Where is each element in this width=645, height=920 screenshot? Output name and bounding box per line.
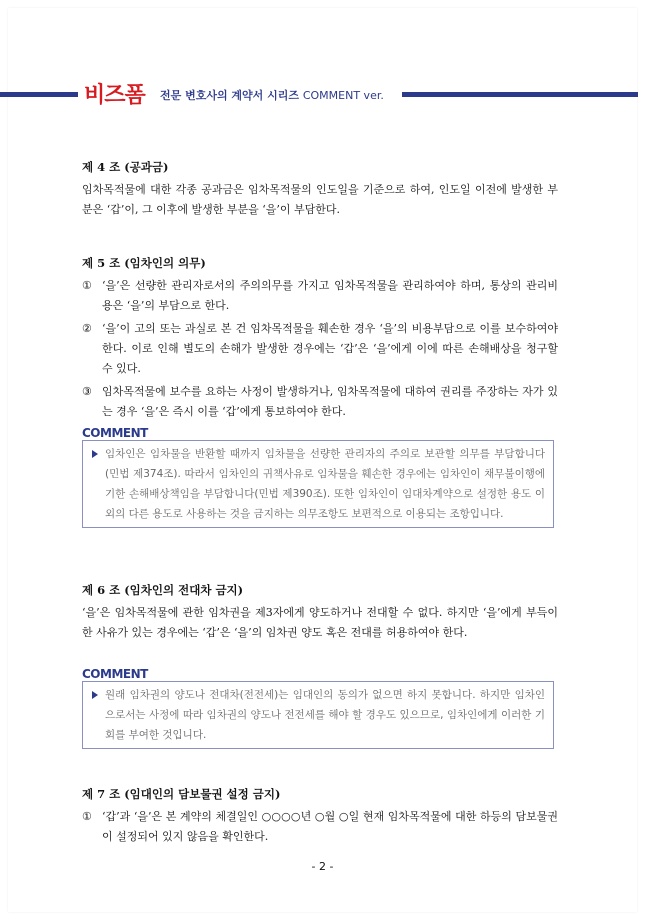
article-title: 제 7 조 (임대인의 담보물권 설정 금지) [82, 787, 281, 801]
article-item [82, 382, 558, 422]
article-item [82, 276, 558, 316]
item-text: ‘을’은 선량한 관리자로서의 주의의무를 가지고 임차목적물을 관리하여야 하며, 통상의 관리비용은 ‘을’의 부담으로 한다. [102, 279, 558, 312]
comment-box [82, 440, 554, 528]
article-body: ‘을’은 임차목적물에 관한 임차권을 제3자에게 양도하거나 전대할 수 없다. 하지만 ‘을’에게 부득이한 사유가 있는 경우에는 ‘갑’은 ‘을’의 임차권 양도 혹은 전대를 허용하여야 한다. [82, 606, 558, 639]
triangle-bullet-icon [92, 450, 98, 458]
document-header [0, 78, 645, 108]
comment-text: 임차인은 임차물을 반환할 때까지 임차물을 선량한 관리자의 주의로 보관할 의무를 부담합니다(민법 제374조). 따라서 임차인의 귀책사유로 임차물을 훼손한 경우에는 임차인이 채무불이행에 기한 손해배상책임을 부담합니다(민법 제390조). 또한 임차인이 임대차계약으로 설정한 용도 이외의 다른 용도로 사용하는 것을 금지하는 의무조항도 보편적으로 이용되는 조항입니다. [105, 448, 545, 520]
item-number: ③ [82, 385, 92, 398]
comment-block [82, 667, 554, 749]
article-6 [82, 580, 558, 643]
comment-text: 원래 임차권의 양도나 전대차(전전세)는 임대인의 동의가 없으면 하지 못합니다. 하지만 임차인으로서는 사정에 따라 임차권의 양도나 전전세를 해야 할 경우도 있으므로, 임차인에게 이러한 기회를 부여한 것입니다. [105, 689, 545, 741]
article-title: 제 6 조 (임차인의 전대차 금지) [82, 583, 244, 597]
item-number: ① [82, 279, 92, 292]
article-title: 제 4 조 (공과금) [82, 160, 169, 174]
item-text: ‘갑’과 ‘을’은 본 계약의 체결일인 ○○○○년 ○월 ○일 현재 임차목적물에 대한 하등의 담보물권이 설정되어 있지 않음을 확인한다. [102, 810, 558, 843]
page-number: - 2 - [311, 860, 334, 873]
article-item [82, 319, 558, 379]
item-text: 임차목적물에 보수를 요하는 사정이 발생하거나, 임차목적물에 대하여 권리를 주장하는 자가 있는 경우 ‘을’은 즉시 이를 ‘갑’에게 통보하여야 한다. [102, 385, 558, 418]
item-number: ② [82, 322, 92, 335]
item-text: ‘을’이 고의 또는 과실로 본 건 임차목적물을 훼손한 경우 ‘을’의 비용부담으로 이를 보수하여야 한다. 이로 인해 별도의 손해가 발생한 경우에는 ‘갑’은 ‘을’에게 이에 따른 손해배상을 청구할 수 있다. [102, 322, 558, 375]
series-version: COMMENT ver. [302, 89, 384, 102]
series-name: 전문 변호사의 계약서 시리즈 [160, 89, 299, 102]
article-item [82, 807, 558, 847]
triangle-bullet-icon [92, 691, 98, 699]
brand-logo: 비즈폼 [84, 83, 145, 108]
header-bar-right [402, 92, 638, 97]
article-7 [82, 784, 558, 847]
article-5 [82, 253, 558, 422]
article-body: 임차목적물에 대한 각종 공과금은 임차목적물의 인도일을 기준으로 하여, 인도일 이전에 발생한 부분은 ‘갑’이, 그 이후에 발생한 부분을 ‘을’이 부담한다. [82, 183, 558, 216]
comment-label: COMMENT [82, 426, 148, 440]
item-number: ① [82, 810, 92, 823]
header-bar-left [0, 92, 78, 97]
article-title: 제 5 조 (임차인의 의무) [82, 256, 206, 270]
comment-block [82, 426, 554, 528]
comment-box [82, 681, 554, 749]
comment-label: COMMENT [82, 667, 148, 681]
series-title [160, 87, 384, 103]
article-4 [82, 157, 558, 220]
